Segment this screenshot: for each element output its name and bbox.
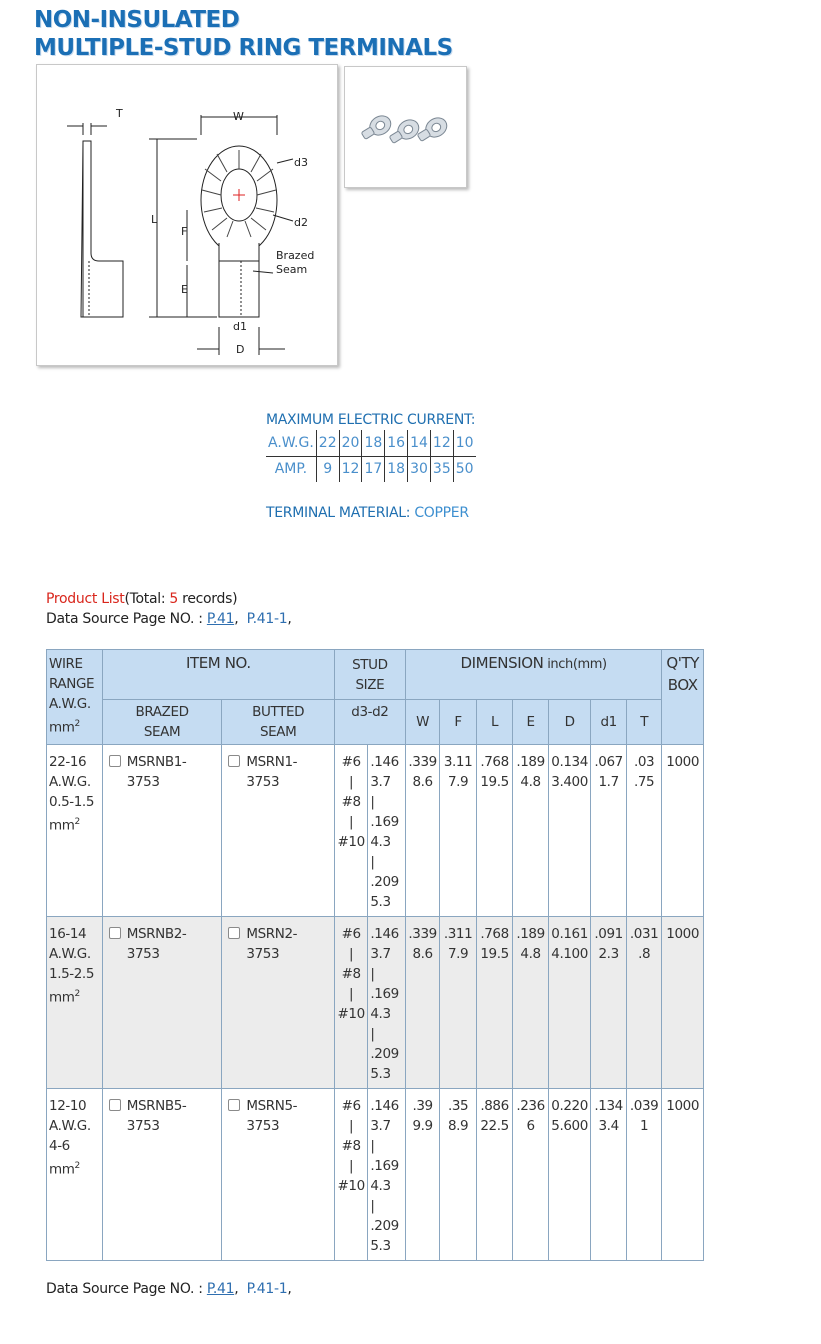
source-label: Data Source Page NO. : xyxy=(46,1281,207,1297)
item-code-line: MSRNB2- xyxy=(126,926,187,942)
source-sep: , xyxy=(234,1281,239,1297)
source-link-p41-1[interactable]: P.41-1 xyxy=(246,1281,288,1297)
material-label: TERMINAL MATERIAL: xyxy=(266,505,411,521)
stud-line: | xyxy=(349,1158,354,1174)
stud-line: #6 xyxy=(341,754,361,770)
t-cell xyxy=(626,1089,661,1261)
butted-seam-cell xyxy=(222,1089,335,1261)
dim-line: 1.7 xyxy=(598,774,619,790)
wire-line: 4-6 xyxy=(49,1138,70,1154)
f-cell xyxy=(440,1089,477,1261)
wire-line: 22-16 xyxy=(49,754,87,770)
dim-line: 0.134 xyxy=(551,754,588,770)
amp-value: 35 xyxy=(430,456,453,482)
checkbox-icon[interactable] xyxy=(109,1099,121,1111)
stud-size-header: STUD SIZE xyxy=(334,650,405,700)
f-header: F xyxy=(440,700,477,745)
dim-line: 1 xyxy=(640,1118,649,1134)
wire-range-header: WIRE RANGE A.W.G. $mm^2$ xyxy=(47,650,103,745)
w-cell xyxy=(405,917,439,1089)
amp-value: 18 xyxy=(385,456,408,482)
dim-line: 7.9 xyxy=(447,946,469,962)
stud-line: #6 xyxy=(341,926,361,942)
header-row-2 xyxy=(47,700,704,745)
item-code-line: MSRNB5- xyxy=(126,1098,187,1114)
d3d2-line: | xyxy=(370,1138,375,1154)
dim-line: 4.8 xyxy=(520,774,541,790)
checkbox-icon[interactable] xyxy=(228,927,240,939)
e-cell xyxy=(513,745,548,917)
stud-cell xyxy=(334,917,367,1089)
page-title xyxy=(34,6,453,62)
d3d2-line: 3.7 xyxy=(370,774,391,790)
table-row xyxy=(47,745,704,917)
max-current-heading: MAXIMUM ELECTRIC CURRENT: xyxy=(266,412,476,428)
butted-seam-cell xyxy=(222,745,335,917)
d1-cell xyxy=(591,917,626,1089)
d3-d2-cell xyxy=(368,1089,406,1261)
dim-line: .886 xyxy=(480,1098,509,1114)
dim-line: .134 xyxy=(594,1098,623,1114)
d3d2-line: | xyxy=(370,1198,375,1214)
stud-line: #10 xyxy=(337,1178,365,1194)
source-link-p41[interactable]: P.41 xyxy=(206,1281,235,1297)
material-value: COPPER xyxy=(414,505,469,521)
awg-value: 10 xyxy=(453,430,475,456)
ring-terminal-drawing xyxy=(37,65,337,365)
d3d2-line: .169 xyxy=(370,986,399,1002)
d-header: D xyxy=(548,700,591,745)
d1-header: d1 xyxy=(591,700,626,745)
checkbox-icon[interactable] xyxy=(228,755,240,767)
dim-line: .039 xyxy=(629,1098,659,1114)
d-cell xyxy=(548,917,591,1089)
wire-line: $mm^2$ xyxy=(49,817,80,834)
dim-line: .236 xyxy=(516,1098,545,1114)
d3d2-line: | xyxy=(370,966,375,982)
dim-line: .75 xyxy=(633,774,655,790)
stud-line: | xyxy=(349,814,354,830)
wire-line: 16-14 xyxy=(49,926,87,942)
d3d2-line: 4.3 xyxy=(370,834,391,850)
max-current-section xyxy=(266,412,476,482)
brazed-seam-header: BRAZED SEAM xyxy=(102,700,222,745)
wire-line: 1.5-2.5 xyxy=(49,966,95,982)
source-label: Data Source Page NO. : xyxy=(46,611,207,627)
source-sep: , xyxy=(234,611,239,627)
wire-line: 12-10 xyxy=(49,1098,87,1114)
stud-line: #8 xyxy=(341,794,361,810)
w-cell xyxy=(405,1089,439,1261)
dim-line: .39 xyxy=(412,1098,433,1114)
awg-value: 16 xyxy=(385,430,408,456)
butted-seam-cell xyxy=(222,917,335,1089)
dim-line: 4.100 xyxy=(551,946,588,962)
amp-value: 12 xyxy=(339,456,362,482)
d3d2-line: | xyxy=(370,854,375,870)
awg-value: 18 xyxy=(362,430,385,456)
dim-line: 8.9 xyxy=(447,1118,469,1134)
d3d2-line: .169 xyxy=(370,1158,399,1174)
item-code-line: 3753 xyxy=(126,1118,160,1134)
dim-line: .311 xyxy=(443,926,473,942)
wire-line: A.W.G. xyxy=(49,946,91,962)
dim-line: 9.9 xyxy=(412,1118,433,1134)
amp-row xyxy=(266,456,476,482)
item-code-line: 3753 xyxy=(246,774,280,790)
stud-line: | xyxy=(349,946,354,962)
dim-line: .35 xyxy=(447,1098,469,1114)
d3d2-line: 3.7 xyxy=(370,946,391,962)
dim-line: 8.6 xyxy=(412,774,433,790)
checkbox-icon[interactable] xyxy=(228,1099,240,1111)
d1-cell xyxy=(591,1089,626,1261)
dim-line: .03 xyxy=(633,754,655,770)
t-header: T xyxy=(626,700,661,745)
w-header: W xyxy=(405,700,439,745)
dim-label-f: F xyxy=(181,225,188,238)
table-row xyxy=(47,917,704,1089)
t-cell xyxy=(626,745,661,917)
l-cell xyxy=(476,745,513,917)
d3-d2-cell xyxy=(368,745,406,917)
item-code-line: 3753 xyxy=(246,946,280,962)
dim-label-t: T xyxy=(116,107,123,120)
dimension-diagram xyxy=(36,64,338,366)
dim-line: 22.5 xyxy=(480,1118,509,1134)
wire-line: 0.5-1.5 xyxy=(49,794,95,810)
d-cell xyxy=(548,1089,591,1261)
awg-row xyxy=(266,430,476,456)
stud-line: #8 xyxy=(341,1138,361,1154)
dim-line: 0.161 xyxy=(551,926,588,942)
header-row-1 xyxy=(47,650,704,700)
wire-line: A.W.G. xyxy=(49,774,91,790)
product-table xyxy=(46,649,704,1261)
product-photo[interactable] xyxy=(344,66,467,188)
source-end: , xyxy=(287,1281,292,1297)
e-cell xyxy=(513,917,548,1089)
total-suffix: records) xyxy=(178,591,238,607)
dim-label-l: L xyxy=(151,213,158,226)
awg-value: 12 xyxy=(430,430,453,456)
wire-range-cell xyxy=(47,917,103,1089)
d3-d2-cell xyxy=(368,917,406,1089)
terminal-material xyxy=(266,505,469,521)
source-link-p41[interactable]: P.41 xyxy=(206,611,235,627)
product-list-header xyxy=(46,589,292,629)
d3d2-line: 4.3 xyxy=(370,1178,391,1194)
qty-cell: 1000 xyxy=(662,917,704,1089)
f-cell xyxy=(440,917,477,1089)
stud-line: | xyxy=(349,774,354,790)
dim-line: 4.8 xyxy=(520,946,541,962)
dim-line: 19.5 xyxy=(480,946,509,962)
dim-line: 3.11 xyxy=(443,754,473,770)
d3d2-line: .209 xyxy=(370,1218,399,1234)
dim-line: .339 xyxy=(408,926,437,942)
dim-line: .189 xyxy=(516,754,545,770)
d3d2-line: .209 xyxy=(370,1046,399,1062)
dim-line: .768 xyxy=(480,754,509,770)
dim-line: 19.5 xyxy=(480,774,509,790)
title-line-1: NON-INSULATED xyxy=(34,7,240,33)
d3d2-line: .169 xyxy=(370,814,399,830)
item-code-line: 3753 xyxy=(246,1118,280,1134)
t-cell xyxy=(626,917,661,1089)
total-prefix: (Total: xyxy=(124,591,170,607)
dim-line: 3.400 xyxy=(551,774,588,790)
amp-value: 30 xyxy=(408,456,431,482)
amp-value: 50 xyxy=(455,461,474,478)
checkbox-icon[interactable] xyxy=(109,755,121,767)
checkbox-icon[interactable] xyxy=(109,927,121,939)
dim-line: .189 xyxy=(516,926,545,942)
dim-line: .8 xyxy=(638,946,651,962)
table-row xyxy=(47,1089,704,1261)
amp-value: 9 xyxy=(316,456,339,482)
awg-value: 22 xyxy=(316,430,339,456)
dim-label-w: W xyxy=(233,110,244,123)
wire-line: $mm^2$ xyxy=(49,1161,80,1178)
d3d2-line: .146 xyxy=(370,926,399,942)
dim-label-d1: d1 xyxy=(233,320,247,333)
d1-cell xyxy=(591,745,626,917)
stud-line: | xyxy=(349,1118,354,1134)
dim-line: 6 xyxy=(526,1118,535,1134)
l-cell xyxy=(476,917,513,1089)
stud-line: #8 xyxy=(341,966,361,982)
item-code-line: MSRNB1- xyxy=(126,754,187,770)
awg-value: 14 xyxy=(408,430,431,456)
item-code-line: MSRN2- xyxy=(246,926,298,942)
title-line-2: MULTIPLE-STUD RING TERMINALS xyxy=(34,35,453,61)
awg-label: A.W.G. xyxy=(266,430,316,456)
stud-line: #10 xyxy=(337,834,365,850)
item-code-line: 3753 xyxy=(126,946,160,962)
e-header: E xyxy=(513,700,548,745)
dim-line: 3.4 xyxy=(598,1118,619,1134)
amp-value: 17 xyxy=(362,456,385,482)
d3d2-line: 5.3 xyxy=(370,1066,391,1082)
wire-line: $mm^2$ xyxy=(49,989,80,1006)
f-cell xyxy=(440,745,477,917)
d3d2-line: | xyxy=(370,794,375,810)
brazed-label: Brazed xyxy=(276,249,315,262)
dimension-header: DIMENSION inch(mm) xyxy=(405,650,662,700)
stud-cell xyxy=(334,745,367,917)
dim-label-d2: d2 xyxy=(294,216,308,229)
d3d2-line: 3.7 xyxy=(370,1118,391,1134)
dim-label-d3: d3 xyxy=(294,156,308,169)
brazed-seam-cell xyxy=(102,1089,222,1261)
d3d2-line: .146 xyxy=(370,1098,399,1114)
w-cell xyxy=(405,745,439,917)
d3d2-line: .146 xyxy=(370,754,399,770)
qty-cell: 1000 xyxy=(662,1089,704,1261)
stud-line: | xyxy=(349,986,354,1002)
item-code-line: 3753 xyxy=(126,774,160,790)
wire-range-cell xyxy=(47,1089,103,1261)
dim-line: .031 xyxy=(629,926,659,942)
l-cell xyxy=(476,1089,513,1261)
dim-line: .339 xyxy=(408,754,437,770)
stud-cell xyxy=(334,1089,367,1261)
wire-range-cell xyxy=(47,745,103,917)
data-source-top xyxy=(46,609,292,629)
dim-line: 7.9 xyxy=(447,774,469,790)
stud-line: #10 xyxy=(337,1006,365,1022)
d-cell xyxy=(548,745,591,917)
dim-line: 0.220 xyxy=(551,1098,588,1114)
awg-value: 20 xyxy=(339,430,362,456)
wire-line: A.W.G. xyxy=(49,1118,91,1134)
seam-label: Seam xyxy=(276,263,308,276)
item-code-line: MSRN5- xyxy=(246,1098,298,1114)
ring-terminal-photo-icon xyxy=(345,67,466,187)
max-current-table xyxy=(266,430,476,482)
l-header: L xyxy=(476,700,513,745)
d3d2-line: 4.3 xyxy=(370,1006,391,1022)
butted-seam-header: BUTTED SEAM xyxy=(222,700,335,745)
source-end: , xyxy=(287,611,292,627)
dim-line: .768 xyxy=(480,926,509,942)
dim-line: 2.3 xyxy=(598,946,619,962)
qty-cell: 1000 xyxy=(662,745,704,917)
dim-label-d: D xyxy=(236,343,245,356)
dim-line: 5.600 xyxy=(551,1118,588,1134)
product-list-label: Product List xyxy=(46,591,125,607)
dim-label-e: E xyxy=(181,283,188,296)
dim-line: .091 xyxy=(594,926,623,942)
item-code-line: MSRN1- xyxy=(246,754,298,770)
d3d2-line: 5.3 xyxy=(370,1238,391,1254)
dim-line: .067 xyxy=(594,754,623,770)
d3d2-line: .209 xyxy=(370,874,399,890)
dim-line: 8.6 xyxy=(412,946,433,962)
item-no-header: ITEM NO. xyxy=(102,650,334,700)
d3-d2-header: d3-d2 xyxy=(334,700,405,745)
d3d2-line: 5.3 xyxy=(370,894,391,910)
e-cell xyxy=(513,1089,548,1261)
d3d2-line: | xyxy=(370,1026,375,1042)
source-link-p41-1[interactable]: P.41-1 xyxy=(246,611,288,627)
brazed-seam-cell xyxy=(102,917,222,1089)
qty-box-header: Q'TY BOX xyxy=(662,650,704,745)
stud-line: #6 xyxy=(341,1098,361,1114)
total-count: 5 xyxy=(169,591,179,607)
data-source-bottom xyxy=(46,1281,292,1297)
brazed-seam-cell xyxy=(102,745,222,917)
amp-label: AMP. xyxy=(266,456,316,482)
